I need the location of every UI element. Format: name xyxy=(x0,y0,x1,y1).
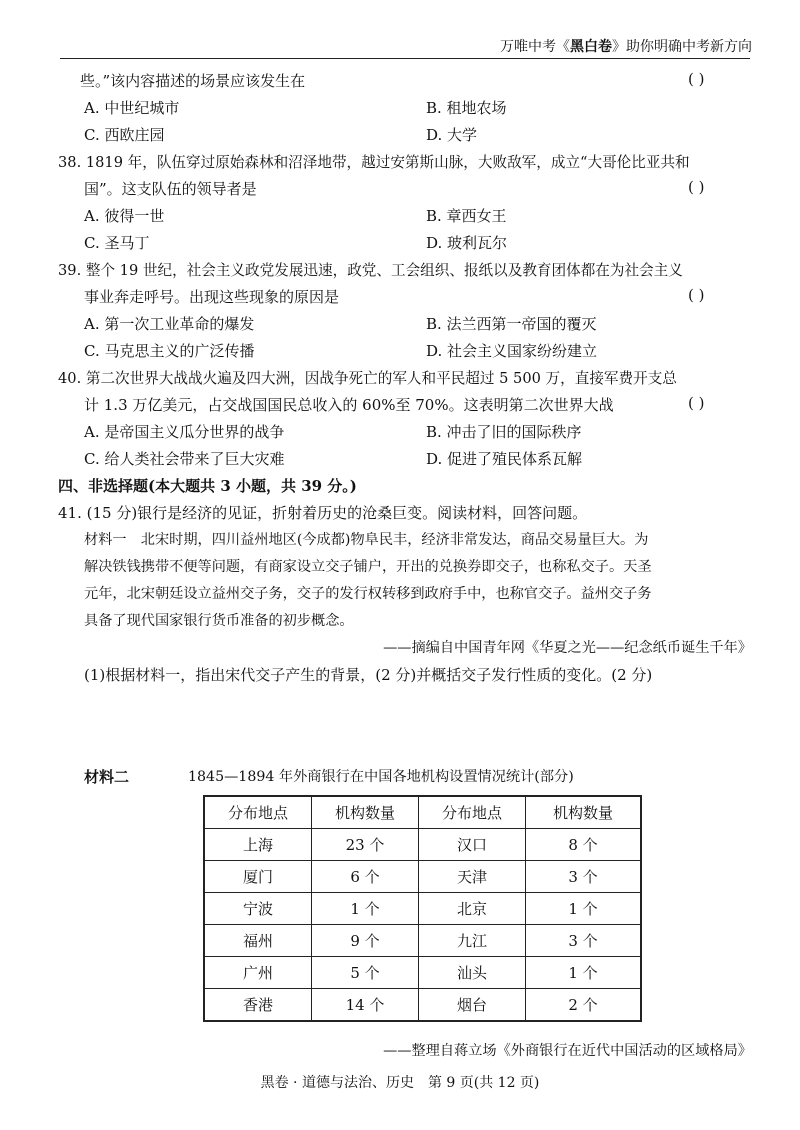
q39-line2: 事业奔走呼号。出现这些现象的原因是 xyxy=(84,288,340,306)
table-cell: 上海 xyxy=(204,829,312,861)
material1-line4: 具备了现代国家银行货币准备的初步概念。 xyxy=(84,613,354,629)
table-cell: 广州 xyxy=(204,957,312,989)
header-brand: 黑白卷 xyxy=(570,39,612,55)
header-prefix: 万唯中考《 xyxy=(500,39,570,55)
table-cell: 5 个 xyxy=(312,957,419,989)
q40-line1: 40. 第二次世界大战战火遍及四大洲，因战争死亡的军人和平民超过 5 500 万，直接军费开支总 xyxy=(58,370,677,387)
table-header: 分布地点 xyxy=(204,796,312,829)
table-header-row xyxy=(204,796,641,829)
table-cell: 14 个 xyxy=(312,989,419,1022)
q38-answer-paren: ( ) xyxy=(688,178,705,196)
bank-branch-table xyxy=(203,795,642,1022)
material1-source: ——摘编自中国青年网《华夏之光——纪念纸币诞生千年》 xyxy=(383,640,752,656)
table-cell: 天津 xyxy=(419,861,526,893)
q38-line2: 国”。这支队伍的领导者是 xyxy=(84,180,257,198)
q40-option-d: D. 促进了殖民体系瓦解 xyxy=(426,450,583,468)
table-cell: 福州 xyxy=(204,925,312,957)
q40-option-c: C. 给人类社会带来了巨大灾难 xyxy=(84,450,285,468)
material2-title: 1845—1894 年外商银行在中国各地机构设置情况统计(部分) xyxy=(188,769,574,785)
table-row xyxy=(204,893,641,925)
q39-option-b: B. 法兰西第一帝国的覆灭 xyxy=(426,315,597,333)
table-cell: 8 个 xyxy=(526,829,642,861)
q39-option-c: C. 马克思主义的广泛传播 xyxy=(84,342,255,360)
table-row xyxy=(204,925,641,957)
table-cell: 23 个 xyxy=(312,829,419,861)
q37-option-c: C. 西欧庄园 xyxy=(84,126,165,144)
table-cell: 6 个 xyxy=(312,861,419,893)
q40-answer-paren: ( ) xyxy=(688,394,705,412)
table-cell: 九江 xyxy=(419,925,526,957)
q41-intro: 41. (15 分)银行是经济的见证，折射着历史的沧桑巨变。阅读材料，回答问题。 xyxy=(58,504,588,522)
q37-option-d: D. 大学 xyxy=(426,126,478,144)
table-cell: 厦门 xyxy=(204,861,312,893)
table-cell: 汕头 xyxy=(419,957,526,989)
page-header xyxy=(500,36,752,56)
q39-option-a: A. 第一次工业革命的爆发 xyxy=(84,315,255,333)
material2-source: ——整理自蒋立场《外商银行在近代中国活动的区域格局》 xyxy=(383,1043,752,1059)
table-cell: 9 个 xyxy=(312,925,419,957)
q38-line1: 38. 1819 年，队伍穿过原始森林和沼泽地带，越过安第斯山脉，大败敌军，成立“大哥伦比亚共和 xyxy=(58,154,690,171)
q39-line1: 39. 整个 19 世纪，社会主义政党发展迅速，政党、工会组织、报纸以及教育团体都在为社会主义 xyxy=(58,262,683,279)
table-cell: 3 个 xyxy=(526,925,642,957)
q39-answer-paren: ( ) xyxy=(688,286,705,304)
table-header: 机构数量 xyxy=(526,796,642,829)
table-header: 机构数量 xyxy=(312,796,419,829)
table-row xyxy=(204,957,641,989)
material1-line1: 材料一 北宋时期，四川益州地区(今成都)物阜民丰，经济非常发达，商品交易量巨大。为 xyxy=(84,532,649,548)
table-cell: 3 个 xyxy=(526,861,642,893)
q38-option-b: B. 章西女王 xyxy=(426,207,507,225)
q40-option-a: A. 是帝国主义瓜分世界的战争 xyxy=(84,423,285,441)
table-cell: 2 个 xyxy=(526,989,642,1022)
table-cell: 1 个 xyxy=(526,893,642,925)
table-row xyxy=(204,829,641,861)
section-title: 四、非选择题(本大题共 3 小题，共 39 分。) xyxy=(58,477,357,495)
q40-option-b: B. 冲击了旧的国际秩序 xyxy=(426,423,582,441)
q40-line2: 计 1.3 万亿美元，占交战国国民总收入的 60%至 70%。这表明第二次世界大战 xyxy=(84,396,614,414)
table-cell: 1 个 xyxy=(526,957,642,989)
material1-line2: 解决铁钱携带不便等问题，有商家设立交子铺户，开出的兑换券即交子，也称私交子。天圣 xyxy=(84,559,652,575)
table-header: 分布地点 xyxy=(419,796,526,829)
table-cell: 1 个 xyxy=(312,893,419,925)
table-cell: 烟台 xyxy=(419,989,526,1022)
q37-continuation: 些。”该内容描述的场景应该发生在 xyxy=(80,72,306,90)
table-cell: 汉口 xyxy=(419,829,526,861)
q37-option-a: A. 中世纪城市 xyxy=(84,99,180,117)
q39-option-d: D. 社会主义国家纷纷建立 xyxy=(426,342,598,360)
q37-option-b: B. 租地农场 xyxy=(426,99,507,117)
q38-option-c: C. 圣马丁 xyxy=(84,234,150,252)
header-rule xyxy=(60,58,750,59)
q37-answer-paren: ( ) xyxy=(688,70,705,88)
header-suffix: 》助你明确中考新方向 xyxy=(612,39,752,55)
q41-subquestion-1: (1)根据材料一，指出宋代交子产生的背景，(2 分)并概括交子发行性质的变化。(2 分) xyxy=(84,666,653,684)
table-row xyxy=(204,861,641,893)
table-cell: 北京 xyxy=(419,893,526,925)
material2-label: 材料二 xyxy=(84,768,130,786)
material1-line3: 元年，北宋朝廷设立益州交子务，交子的发行权转移到政府手中，也称官交子。益州交子务 xyxy=(84,586,652,602)
table-cell: 香港 xyxy=(204,989,312,1022)
q38-option-d: D. 玻利瓦尔 xyxy=(426,234,508,252)
table-cell: 宁波 xyxy=(204,893,312,925)
table-row xyxy=(204,989,641,1022)
page-footer: 黑卷 · 道德与法治、历史 第 9 页(共 12 页) xyxy=(260,1075,540,1091)
q38-option-a: A. 彼得一世 xyxy=(84,207,165,225)
